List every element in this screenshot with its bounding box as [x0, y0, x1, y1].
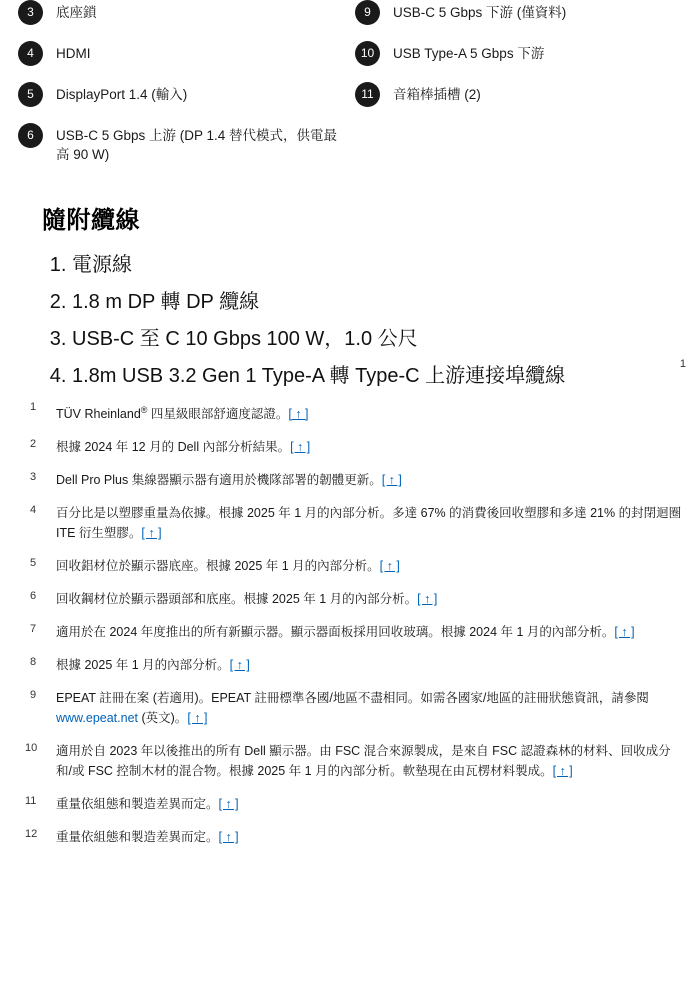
legend-badge: 9 [355, 0, 380, 25]
port-legend-left-column [18, 0, 348, 180]
back-to-text-link[interactable]: [ ↑ ] [417, 592, 438, 607]
footnote-text [56, 589, 682, 609]
footnote-body: 重量依組態和製造差異而定。 [56, 830, 219, 845]
legend-badge: 6 [18, 123, 43, 148]
section-title: 隨附纜線 [42, 207, 140, 234]
back-to-text-link[interactable]: [ ↑ ] [290, 440, 311, 455]
footnote-text [56, 827, 682, 847]
footnote-text [56, 688, 682, 728]
footnote-body: 適用於自 2023 年以後推出的所有 Dell 顯示器。由 FSC 混合來源製成，是來自 FSC 認證森林的材料、回收成分和/或 FSC 控制木材的混合物。根據 2025 年 1 月的內部分析。軟墊現在由瓦楞材料製成。 [56, 744, 671, 779]
footnote-row [22, 589, 682, 609]
footnote-body-after-link: (英文)。 [138, 711, 188, 726]
legend-label: USB Type-A 5 Gbps 下游 [393, 46, 545, 61]
back-to-text-link[interactable]: [ ↑ ] [141, 526, 162, 541]
legend-item [18, 0, 348, 25]
back-to-text-link[interactable]: [ ↑ ] [552, 764, 573, 779]
registered-mark: ® [140, 405, 148, 415]
back-to-text-link[interactable]: [ ↑ ] [229, 658, 250, 673]
footnote-number: 6 [30, 590, 37, 603]
footnote-text [56, 470, 682, 490]
footnote-body: 回收鋼材位於顯示器頭部和底座。根據 2025 年 1 月的內部分析。 [56, 592, 418, 607]
footnote-text-post: 四星級眼部舒適度認證。 [147, 407, 289, 422]
footnote-number: 11 [25, 795, 37, 808]
footnote-body: 適用於在 2024 年度推出的所有新顯示器。顯示器面板採用回收玻璃。根據 2024 年 1 月的內部分析。 [56, 625, 615, 640]
footnote-body: 回收鋁材位於顯示器底座。根據 2025 年 1 月的內部分析。 [56, 559, 380, 574]
included-cables-section [42, 200, 686, 397]
footnote-body: 重量依組態和製造差異而定。 [56, 797, 219, 812]
footnote-row [22, 400, 682, 424]
back-to-text-link[interactable]: [ ↑ ] [187, 711, 208, 726]
legend-item [355, 0, 685, 25]
footnote-number: 5 [30, 557, 37, 570]
legend-badge: 4 [18, 41, 43, 66]
cable-list [42, 249, 682, 393]
footnote-body: Dell Pro Plus 集線器顯示器有適用於機隊部署的韌體更新。 [56, 473, 382, 488]
footnote-body-before-link: EPEAT 註冊在案 (若適用)。EPEAT 註冊標準各國/地區不盡相同。如需各國家/地區的註冊狀態資訊，請參閱 [56, 691, 649, 706]
footnote-row [22, 741, 682, 781]
legend-label: USB-C 5 Gbps 下游 (僅資料) [393, 5, 567, 20]
legend-badge: 3 [18, 0, 43, 25]
footnotes-section [22, 400, 682, 860]
footnote-row [22, 688, 682, 728]
footnote-text [56, 622, 682, 642]
footnote-text [56, 794, 682, 814]
legend-label: USB-C 5 Gbps 上游 (DP 1.4 替代模式，供電最高 90 W) [56, 128, 338, 162]
list-item: 2. 1.8 m DP 轉 DP 纜線 [72, 286, 682, 319]
back-to-text-link[interactable]: [ ↑ ] [614, 625, 635, 640]
legend-item [355, 41, 685, 66]
footnote-number: 1 [30, 401, 37, 413]
legend-item [18, 41, 348, 66]
legend-badge: 5 [18, 82, 43, 107]
footnote-body: 百分比是以塑膠重量為依據。根據 2025 年 1 月的內部分析。多達 67% 的消費後回收塑膠和多達 21% 的封閉迴圈 ITE 衍生塑膠。 [56, 506, 682, 541]
footnote-text [56, 503, 682, 543]
footnote-number: 4 [30, 504, 37, 517]
legend-item [18, 123, 348, 164]
footnote-row [22, 503, 682, 543]
list-item: 1. 電源線 [72, 249, 682, 282]
legend-label: DisplayPort 1.4 (輸入) [56, 87, 188, 102]
back-to-text-link[interactable]: [ ↑ ] [381, 473, 402, 488]
footnote-row [22, 470, 682, 490]
footnote-body: 根據 2024 年 12 月的 Dell 內部分析結果。 [56, 440, 291, 455]
footnote-row [22, 622, 682, 642]
footnote-row [22, 655, 682, 675]
legend-item [355, 82, 685, 107]
footnote-text [56, 655, 682, 675]
footnote-number: 8 [30, 656, 37, 669]
footnote-text [56, 400, 682, 424]
port-legend [0, 0, 700, 162]
legend-label: HDMI [56, 46, 91, 61]
footnote-row [22, 437, 682, 457]
list-item: 4. 1.8m USB 3.2 Gen 1 Type-A 轉 Type-C 上游連接埠纜線 [72, 360, 682, 393]
footnote-row [22, 556, 682, 576]
footnote-text [56, 437, 682, 457]
back-to-text-link[interactable]: [ ↑ ] [379, 559, 400, 574]
legend-label: 音箱棒插槽 (2) [393, 87, 481, 102]
footnote-number: 9 [30, 689, 37, 702]
footnote-body: 根據 2025 年 1 月的內部分析。 [56, 658, 230, 673]
legend-badge: 10 [355, 41, 380, 66]
footnote-number: 7 [30, 623, 37, 636]
port-legend-right-column [355, 0, 685, 123]
epeat-website-link[interactable]: www.epeat.net [56, 711, 138, 726]
footnote-row [22, 827, 682, 847]
legend-label: 底座鎖 [56, 5, 97, 20]
footnote-row [22, 794, 682, 814]
footnote-number: 10 [25, 742, 38, 755]
back-to-text-link[interactable]: [ ↑ ] [218, 797, 239, 812]
footnote-number: 2 [30, 438, 37, 451]
footnote-text [56, 741, 682, 781]
footnote-number: 12 [25, 828, 38, 841]
edge-marker: 1 [679, 358, 686, 370]
legend-badge: 11 [355, 82, 380, 107]
list-item: 3. USB-C 至 C 10 Gbps 100 W，1.0 公尺 [72, 323, 682, 356]
legend-item [18, 82, 348, 107]
footnote-text-pre: TÜV Rheinland [56, 407, 141, 422]
back-to-text-link[interactable]: [ ↑ ] [218, 830, 239, 845]
footnote-number: 3 [30, 471, 37, 484]
back-to-text-link[interactable]: [ ↑ ] [288, 407, 309, 422]
footnote-text [56, 556, 682, 576]
